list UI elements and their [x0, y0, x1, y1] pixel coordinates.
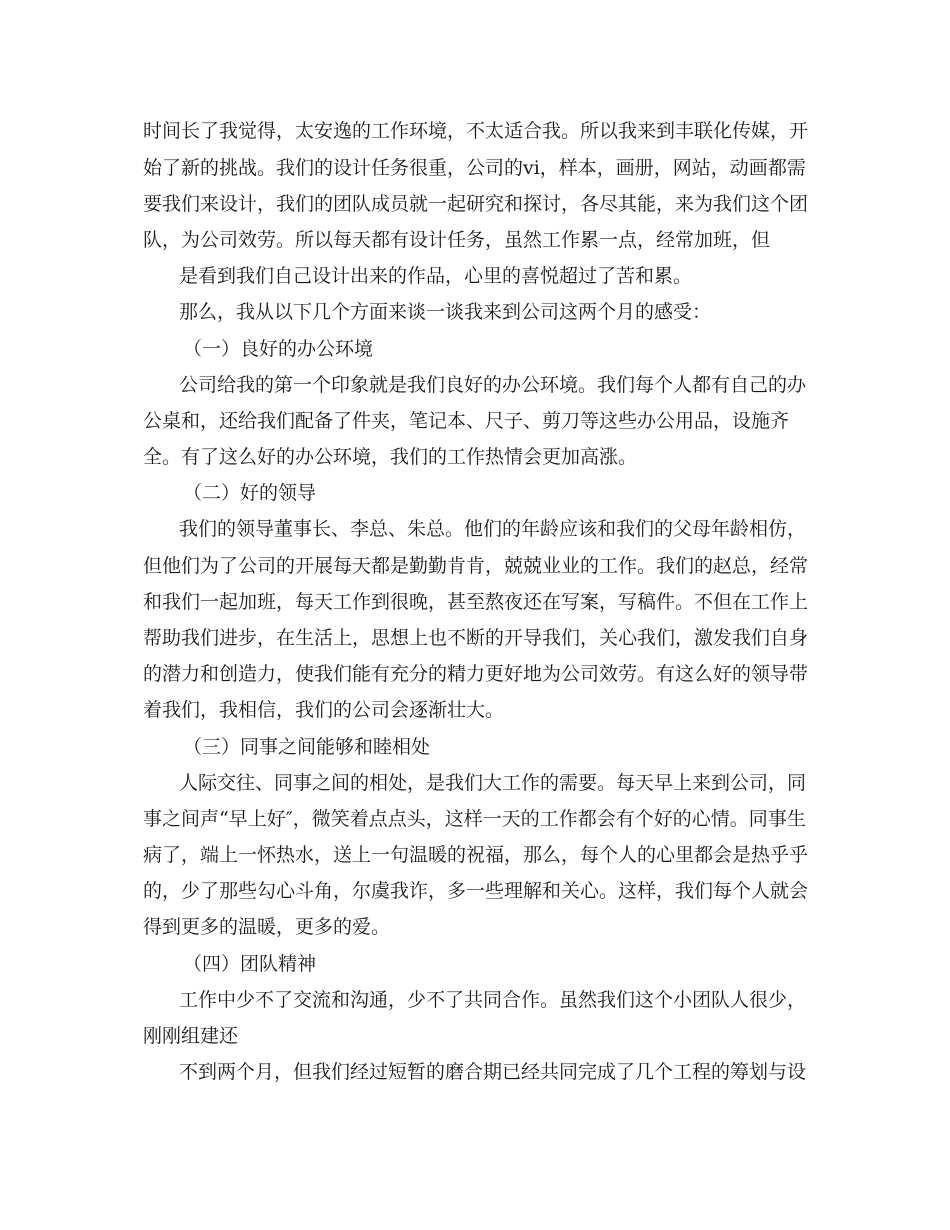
paragraph-line: 要我们来设计，我们的团队成员就一起研究和探讨，各尽其能，来为我们这个团: [143, 193, 809, 215]
section-heading: （二）好的领导: [183, 482, 317, 504]
paragraph-line: 事之间声“早上好″，微笑着点点头，这样一天的工作都会有个好的心情。同事生: [143, 808, 806, 830]
paragraph-line: 是看到我们自己设计出来的作品，心里的喜悦超过了苦和累。: [179, 265, 693, 287]
paragraph-line: 公桌和，还给我们配备了件夹，笔记本、尺子、剪刀等这些办公用品，设施齐: [143, 410, 790, 432]
paragraph-line: 工作中少不了交流和沟通，少不了共同合作。虽然我们这个小团队人很少，: [179, 989, 807, 1011]
paragraph-line: 那么，我从以下几个方面来谈一谈我来到公司这两个月的感受：: [179, 301, 712, 323]
section-heading: （三）同事之间能够和睦相处: [183, 736, 431, 758]
paragraph-line: 和我们一起加班，每天工作到很晚，甚至熬夜还在写案，写稿件。不但在工作上: [143, 591, 809, 613]
paragraph-line: 着我们，我相信，我们的公司会逐渐壮大。: [143, 699, 505, 721]
paragraph-line: 的潜力和创造力，使我们能有充分的精力更好地为公司效劳。有这么好的领导带: [143, 663, 809, 685]
paragraph-line: 的，少了那些勾心斗角，尔虞我诈，多一些理解和关心。这样，我们每个人就会: [143, 880, 809, 902]
paragraph-line: 始了新的挑战。我们的设计任务很重，公司的vi，样本，画册，网站，动画都需: [143, 157, 806, 179]
paragraph-line: 但他们为了公司的开展每天都是勤勤肯肯，兢兢业业的工作。我们的赵总，经常: [143, 555, 809, 577]
paragraph-line: 队，为公司效劳。所以每天都有设计任务，虽然工作累一点，经常加班，但: [143, 229, 771, 251]
paragraph-line: 病了，端上一怀热水，送上一句温暖的祝福，那么，每个人的心里都会是热乎乎: [143, 844, 809, 866]
paragraph-line: 时间长了我觉得，太安逸的工作环境，不太适合我。所以我来到丰联化传媒，开: [143, 120, 809, 142]
section-heading: （一）良好的办公环境: [183, 338, 374, 360]
paragraph-line: 帮助我们进步，在生活上，思想上也不断的开导我们，关心我们，激发我们自身: [143, 627, 809, 649]
paragraph-line: 全。有了这么好的办公环境，我们的工作热情会更加高涨。: [143, 446, 638, 468]
paragraph-line: 人际交往、同事之间的相处，是我们大工作的需要。每天早上来到公司，同: [179, 772, 807, 794]
paragraph-line: 不到两个月，但我们经过短暂的磨合期已经共同完成了几个工程的筹划与设: [179, 1061, 807, 1083]
paragraph-line: 公司给我的第一个印象就是我们良好的办公环境。我们每个人都有自己的办: [179, 374, 807, 396]
paragraph-line: 我们的领导董事长、李总、朱总。他们的年龄应该和我们的父母年龄相仿，: [179, 518, 807, 540]
paragraph-line: 得到更多的温暖，更多的爱。: [143, 916, 391, 938]
section-heading: （四）团队精神: [183, 953, 317, 975]
paragraph-line: 刚刚组建还: [143, 1025, 239, 1047]
